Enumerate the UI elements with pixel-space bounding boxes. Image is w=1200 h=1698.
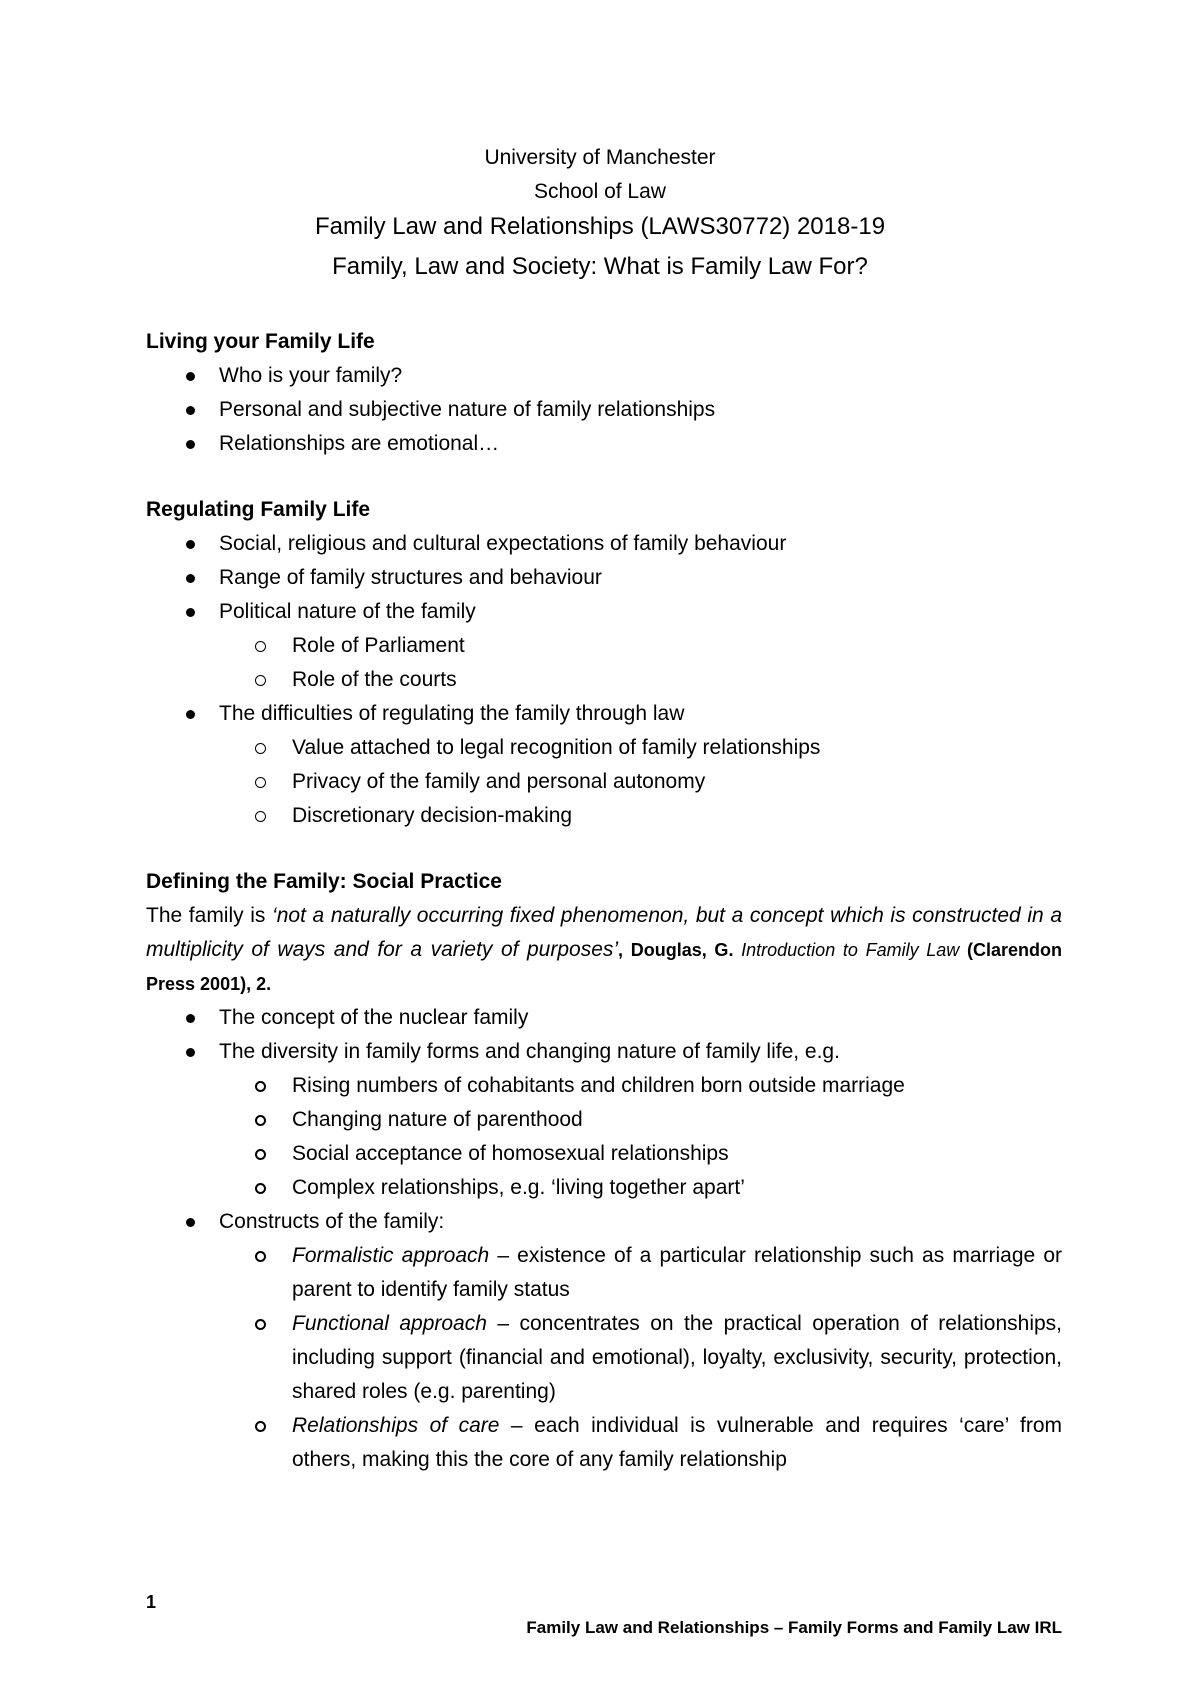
section-heading: Defining the Family: Social Practice <box>146 870 502 893</box>
bullet-icon <box>186 1218 195 1227</box>
bullet-icon <box>186 372 195 381</box>
list-item: Political nature of the family <box>146 595 1062 629</box>
course-title: Family Law and Relationships (LAWS30772) 2018-19 <box>314 213 886 240</box>
sub-list-item: Role of the courts <box>146 663 1062 697</box>
school-name: School of Law <box>534 180 666 203</box>
sub-list-item: Value attached to legal recognition of family relationships <box>146 731 1062 765</box>
circle-bullet-icon <box>255 743 266 754</box>
construct-term: Formalistic approach <box>292 1244 490 1267</box>
circle-bullet-icon <box>255 1251 266 1262</box>
construct-item: Formalistic approach – existence of a particular relationship such as marriage or parent to identify family status <box>146 1239 1062 1307</box>
bullet-icon <box>186 1014 195 1023</box>
lecture-title: Family, Law and Society: What is Family Law For? <box>332 253 868 280</box>
circle-bullet-icon <box>255 1421 266 1432</box>
construct-item: Functional approach – concentrates on the practical operation of relationships, including support (financial and emotional), loyalty, exclusivity, security, protection, shared roles (e.g. parenting) <box>146 1307 1062 1409</box>
construct-item: Relationships of care – each individual is vulnerable and requires ‘care’ from others, making this the core of any family relationship <box>146 1409 1062 1477</box>
sub-list-item: Discretionary decision-making <box>146 799 1062 833</box>
list-item: Social, religious and cultural expectations of family behaviour <box>146 527 1062 561</box>
bullet-icon <box>186 1048 195 1057</box>
list-item: Relationships are emotional… <box>146 427 1062 461</box>
circle-bullet-icon <box>255 1183 266 1194</box>
bullet-icon <box>186 710 195 719</box>
circle-bullet-icon <box>255 811 266 822</box>
page-number: 1 <box>146 1592 157 1612</box>
sub-list-item: Privacy of the family and personal autonomy <box>146 765 1062 799</box>
bullet-icon <box>186 540 195 549</box>
sub-list-item: Social acceptance of homosexual relationships <box>146 1137 1062 1171</box>
list-item: Range of family structures and behaviour <box>146 561 1062 595</box>
citation-title: Introduction to Family Law <box>741 940 960 960</box>
document-body <box>146 325 1062 1477</box>
running-footer: Family Law and Relationships – Family Forms and Family Law IRL <box>526 1618 1062 1637</box>
construct-term: Functional approach <box>292 1312 487 1335</box>
bullet-icon <box>186 574 195 583</box>
circle-bullet-icon <box>255 641 266 652</box>
section-heading: Regulating Family Life <box>146 498 371 521</box>
list-item: The concept of the nuclear family <box>146 1001 1062 1035</box>
circle-bullet-icon <box>255 675 266 686</box>
circle-bullet-icon <box>255 1319 266 1330</box>
sub-list-item: Complex relationships, e.g. ‘living together apart’ <box>146 1171 1062 1205</box>
bullet-icon <box>186 406 195 415</box>
bullet-icon <box>186 608 195 617</box>
construct-term: Relationships of care <box>292 1414 500 1437</box>
institution-name: University of Manchester <box>484 146 716 169</box>
sub-list-item: Rising numbers of cohabitants and children born outside marriage <box>146 1069 1062 1103</box>
list-item: Who is your family? <box>146 359 1062 393</box>
quote-text: ‘not a naturally occurring fixed phenomenon, but a concept which is constructed in a multiplicity of ways and for a variety of purposes’ <box>146 904 1062 961</box>
sub-list-item: Changing nature of parenthood <box>146 1103 1062 1137</box>
list-item: Personal and subjective nature of family relationships <box>146 393 1062 427</box>
circle-bullet-icon <box>255 1149 266 1160</box>
list-item: The difficulties of regulating the family through law <box>146 697 1062 731</box>
section-heading: Living your Family Life <box>146 330 375 353</box>
list-item: Constructs of the family: <box>146 1205 1062 1239</box>
list-item: The diversity in family forms and changing nature of family life, e.g. <box>146 1035 1062 1069</box>
circle-bullet-icon <box>255 1081 266 1092</box>
sub-list-item: Role of Parliament <box>146 629 1062 663</box>
bullet-icon <box>186 440 195 449</box>
circle-bullet-icon <box>255 777 266 788</box>
circle-bullet-icon <box>255 1115 266 1126</box>
quote-paragraph: The family is ‘not a naturally occurring fixed phenomenon, but a concept which is constructed in a multiplicity of ways and for a variety of purposes’, Douglas, G. Introduction to Family Law (Clarendon Press 2001), 2. <box>146 904 1063 994</box>
